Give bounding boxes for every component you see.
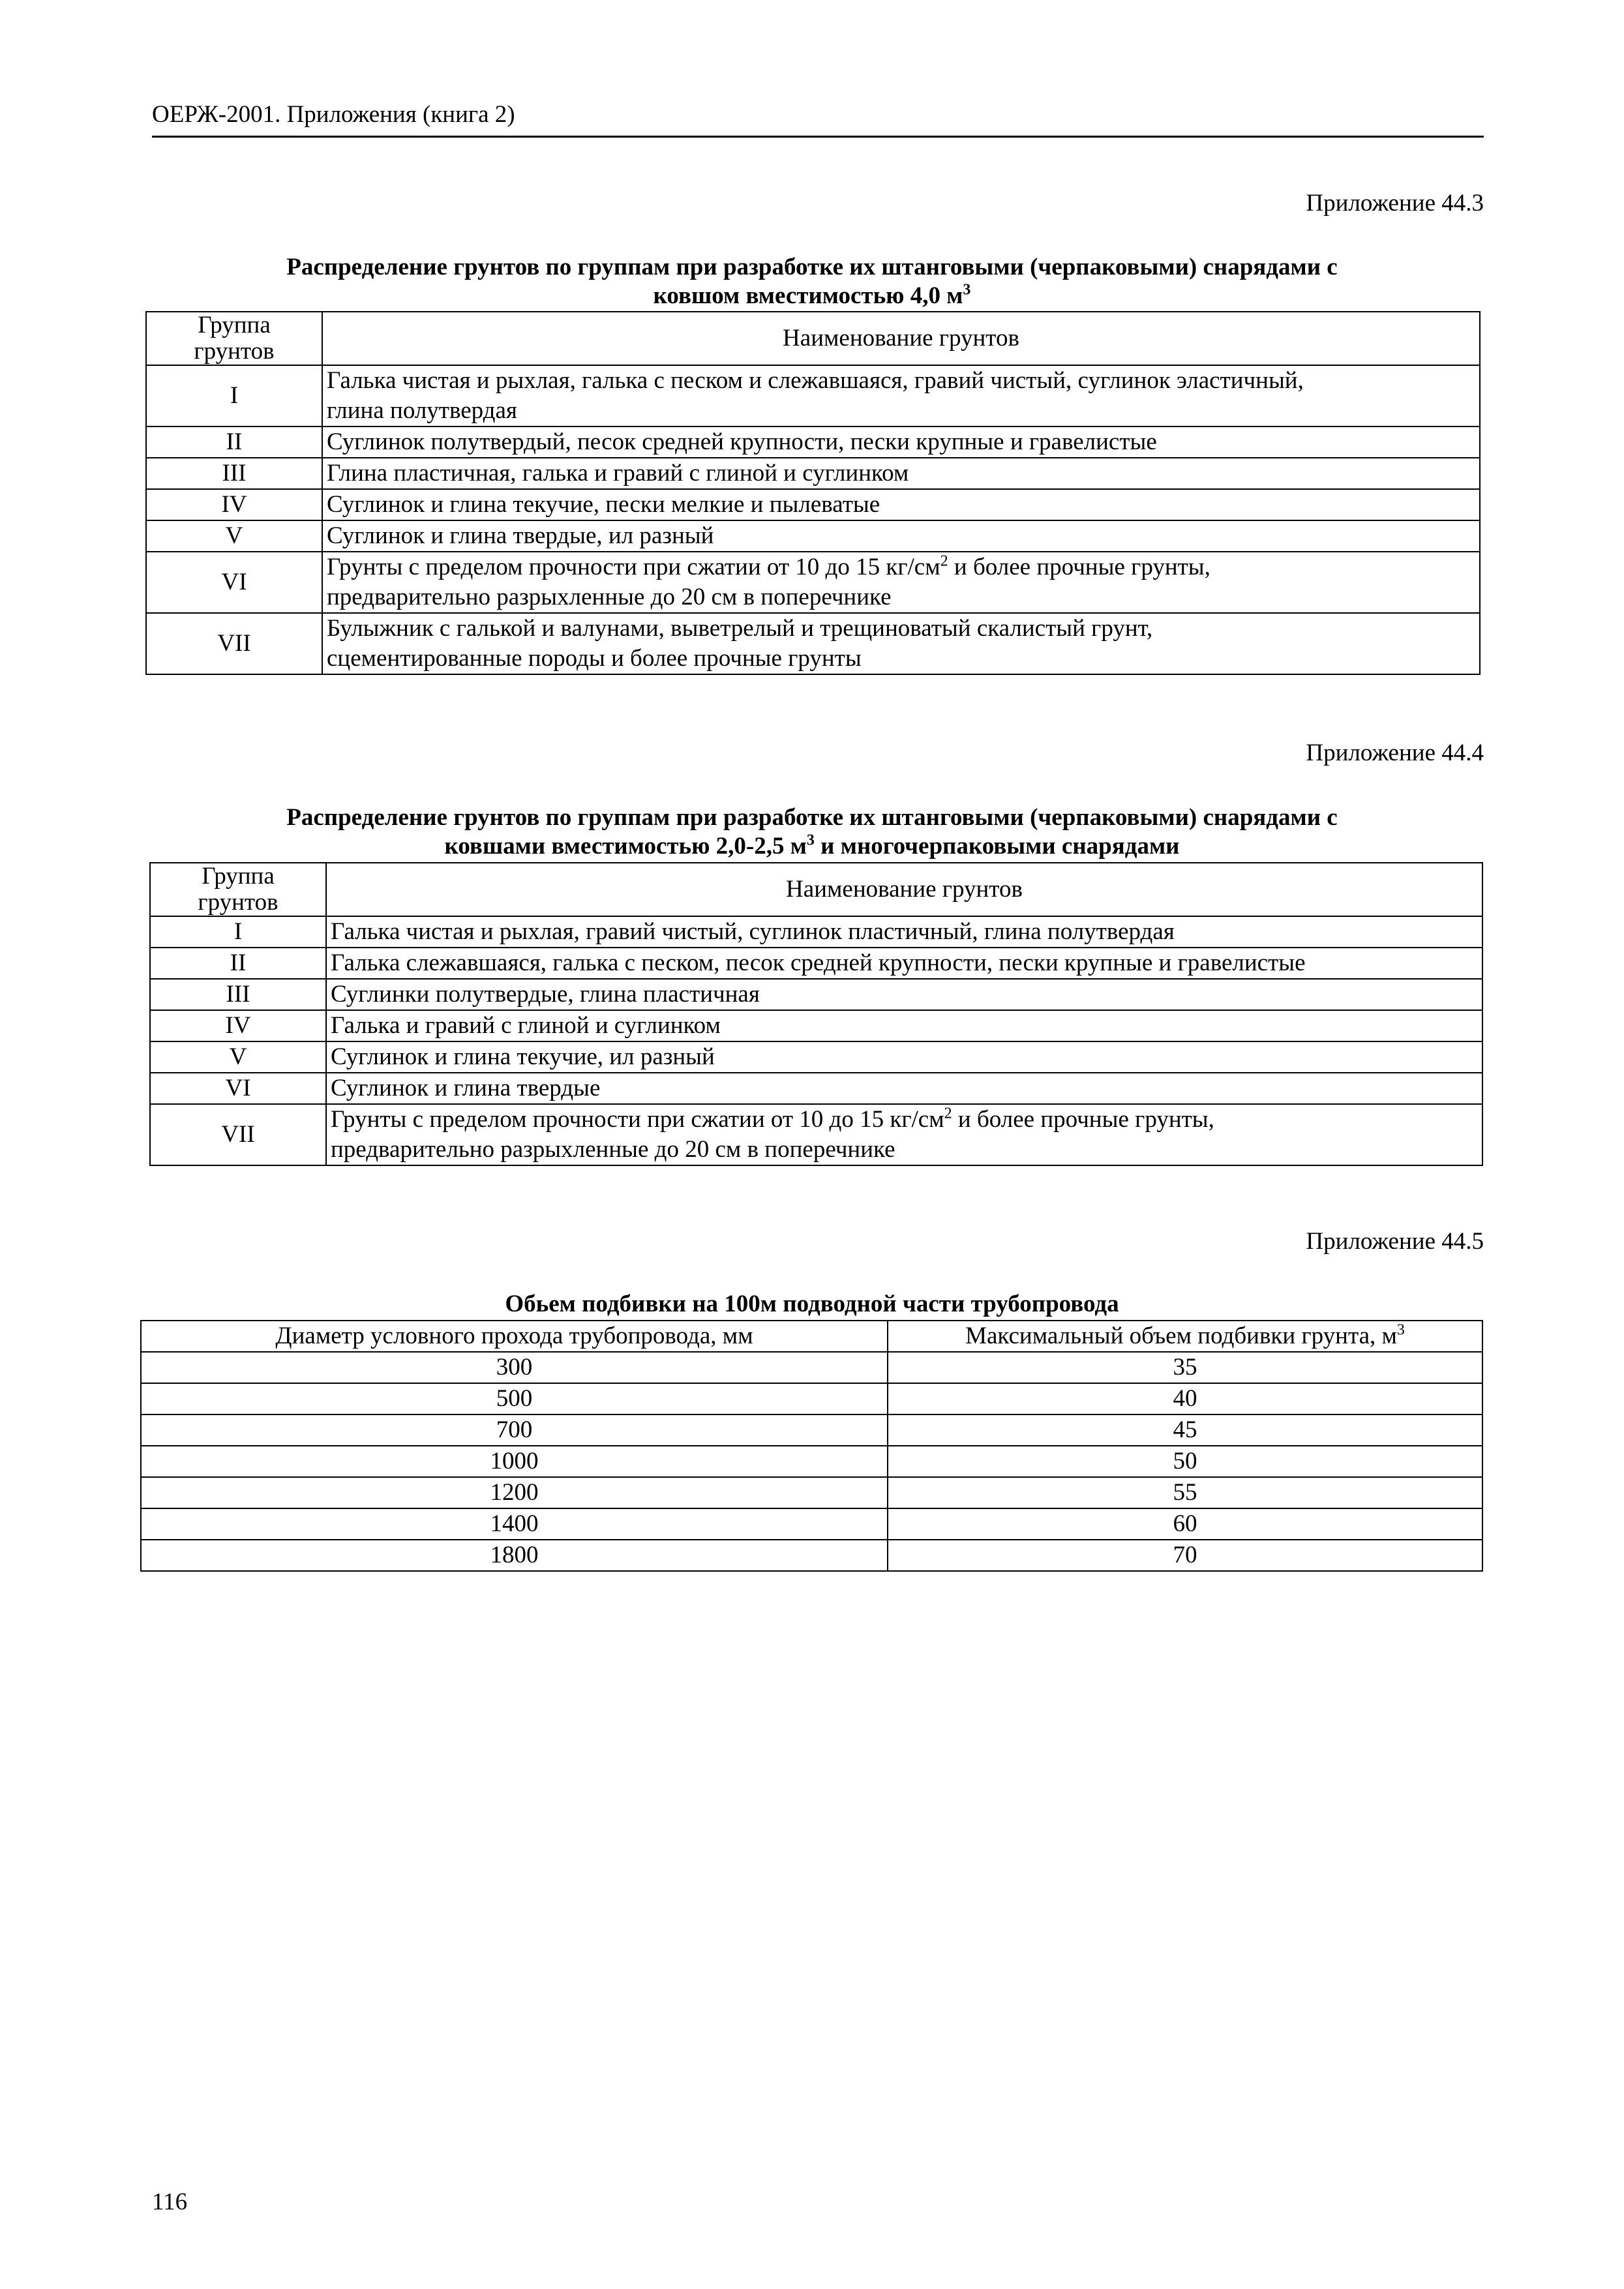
table-row — [141, 1508, 1482, 1540]
caption-line: ковшами вместимостью 2,0-2,5 $м^3$ и многочерпаковыми снарядами — [444, 831, 1180, 860]
table-row — [150, 1041, 1482, 1073]
table-row — [141, 1477, 1482, 1508]
appendix-label-44-4: Приложение 44.4 — [1306, 740, 1484, 766]
table-row — [146, 489, 1480, 520]
soil-name-line: предварительно разрыхленные до 20 см в поперечнике — [331, 1136, 895, 1163]
group-cell: II — [150, 948, 326, 979]
running-header — [152, 97, 1484, 138]
soil-name-line: Суглинки полутвердые, глина пластичная — [331, 981, 760, 1008]
table-row — [150, 948, 1482, 979]
table-row — [146, 365, 1480, 426]
group-cell: V — [150, 1041, 326, 1073]
table-row — [150, 916, 1482, 948]
soil-name-cell — [322, 552, 1480, 613]
diameter-cell: 1800 — [141, 1540, 888, 1571]
soil-name-line: Грунты с пределом прочности при сжатии от 10 до 15 $кг/см^2$ и более прочные грунты, — [327, 552, 1210, 580]
col-header-group-line: Группа — [202, 863, 275, 890]
soil-name-cell — [326, 948, 1482, 979]
appendix-label-44-3: Приложение 44.3 — [1306, 190, 1484, 217]
soil-name-line: Галька чистая и рыхлая, галька с песком и слежавшаяся, гравий чистый, суглинок эластичный, — [327, 367, 1304, 394]
soil-name-cell — [326, 1010, 1482, 1041]
col-header-group — [150, 863, 326, 916]
soil-name-line: Галька и гравий с глиной и суглинком — [331, 1012, 721, 1039]
caption-line: ковшом вместимостью 4,0 $м^3$ — [653, 281, 971, 309]
soil-name-line: Грунты с пределом прочности при сжатии от 10 до 15 $кг/см^2$ и более прочные грунты, — [331, 1105, 1214, 1133]
table-row — [141, 1383, 1482, 1414]
table-row — [146, 458, 1480, 489]
volume-cell: 55 — [888, 1477, 1482, 1508]
volume-cell: 45 — [888, 1414, 1482, 1446]
group-cell: V — [146, 520, 322, 552]
backfill-volume-table — [140, 1320, 1483, 1572]
volume-cell: 70 — [888, 1540, 1482, 1571]
soil-name-line: Глина пластичная, галька и гравий с глиной и суглинком — [327, 460, 909, 486]
soil-name-line: Суглинок полутвердый, песок средней крупности, пески крупные и гравелистые — [327, 428, 1157, 455]
caption-line: Распределение грунтов по группам при разработке их штанговыми (черпаковыми) снарядами с — [286, 254, 1338, 280]
volume-cell: 40 — [888, 1383, 1482, 1414]
table-row — [141, 1414, 1482, 1446]
soil-name-line: Булыжник с галькой и валунами, выветрелый и трещиноватый скалистый грунт, — [327, 615, 1153, 642]
volume-cell: 50 — [888, 1446, 1482, 1477]
soil-name-line: предварительно разрыхленные до 20 см в поперечнике — [327, 584, 892, 610]
col-header-group-line: грунтов — [198, 889, 278, 916]
col-header-diameter: Диаметр условного прохода трубопровода, мм — [141, 1321, 888, 1352]
soil-name-line: Суглинок и глина текучие, ил разный — [331, 1043, 715, 1070]
group-cell: VII — [150, 1104, 326, 1165]
group-cell: II — [146, 426, 322, 458]
table-header-row — [141, 1321, 1482, 1352]
diameter-cell: 500 — [141, 1383, 888, 1414]
soil-name-line: Галька чистая и рыхлая, гравий чистый, суглинок пластичный, глина полутвердая — [331, 918, 1175, 945]
soil-groups-table-44-4 — [149, 862, 1483, 1166]
group-cell: III — [146, 458, 322, 489]
table-caption-44-4 — [140, 803, 1484, 861]
group-cell: VI — [150, 1073, 326, 1104]
soil-name-cell — [322, 365, 1480, 426]
table-header-row — [146, 312, 1480, 365]
soil-name-cell — [322, 613, 1480, 674]
group-cell: I — [150, 916, 326, 948]
diameter-cell: 300 — [141, 1352, 888, 1383]
table-caption-44-5: Обьем подбивки на 100м подводной части трубопровода — [505, 1291, 1119, 1317]
col-header-group-line: Группа — [198, 312, 271, 338]
soil-name-line: глина полутвердая — [327, 397, 517, 424]
table-row — [141, 1446, 1482, 1477]
group-cell: III — [150, 979, 326, 1010]
group-cell: IV — [150, 1010, 326, 1041]
diameter-cell: 1000 — [141, 1446, 888, 1477]
table-row — [150, 1104, 1482, 1165]
soil-name-cell — [326, 1041, 1482, 1073]
table-row — [150, 1073, 1482, 1104]
volume-cell: 60 — [888, 1508, 1482, 1540]
table-row — [146, 552, 1480, 613]
diameter-cell: 1400 — [141, 1508, 888, 1540]
col-header-name: Наименование грунтов — [326, 863, 1482, 916]
group-cell: VI — [146, 552, 322, 613]
soil-name-cell — [322, 520, 1480, 552]
soil-name-line: Суглинок и глина твердые, ил разный — [327, 522, 714, 549]
header-title: ОЕРЖ-2001. Приложения (книга 2) — [152, 101, 515, 128]
table-row — [141, 1352, 1482, 1383]
group-cell: I — [146, 365, 322, 426]
soil-name-cell — [322, 458, 1480, 489]
page-number: 116 — [152, 2189, 188, 2215]
table-header-row — [150, 863, 1482, 916]
table-row — [146, 613, 1480, 674]
col-header-volume: Максимальный объем подбивки грунта, $м^3$ — [888, 1321, 1482, 1352]
group-cell: VII — [146, 613, 322, 674]
table-row — [141, 1540, 1482, 1571]
volume-cell: 35 — [888, 1352, 1482, 1383]
soil-name-cell — [322, 489, 1480, 520]
soil-name-cell — [326, 916, 1482, 948]
soil-name-line: Суглинок и глина текучие, пески мелкие и пылеватые — [327, 491, 880, 518]
col-header-group-line: грунтов — [194, 338, 275, 365]
table-row — [146, 426, 1480, 458]
soil-name-cell — [326, 979, 1482, 1010]
soil-name-cell — [326, 1073, 1482, 1104]
soil-name-line: сцементированные породы и более прочные грунты — [327, 645, 862, 672]
table-caption-44-3 — [140, 253, 1484, 310]
soil-name-line: Галька слежавшаяся, галька с песком, песок средней крупности, пески крупные и гравелистые — [331, 950, 1306, 976]
appendix-label-44-5: Приложение 44.5 — [1306, 1228, 1484, 1255]
group-cell: IV — [146, 489, 322, 520]
table-row — [150, 1010, 1482, 1041]
soil-name-cell — [326, 1104, 1482, 1165]
caption-line: Распределение грунтов по группам при разработке их штанговыми (черпаковыми) снарядами с — [286, 804, 1338, 831]
table-row — [150, 979, 1482, 1010]
soil-name-cell — [322, 426, 1480, 458]
col-header-group — [146, 312, 322, 365]
diameter-cell: 700 — [141, 1414, 888, 1446]
table-row — [146, 520, 1480, 552]
soil-name-line: Суглинок и глина твердые — [331, 1075, 601, 1101]
col-header-name: Наименование грунтов — [322, 312, 1480, 365]
diameter-cell: 1200 — [141, 1477, 888, 1508]
soil-groups-table-44-3 — [145, 311, 1481, 675]
